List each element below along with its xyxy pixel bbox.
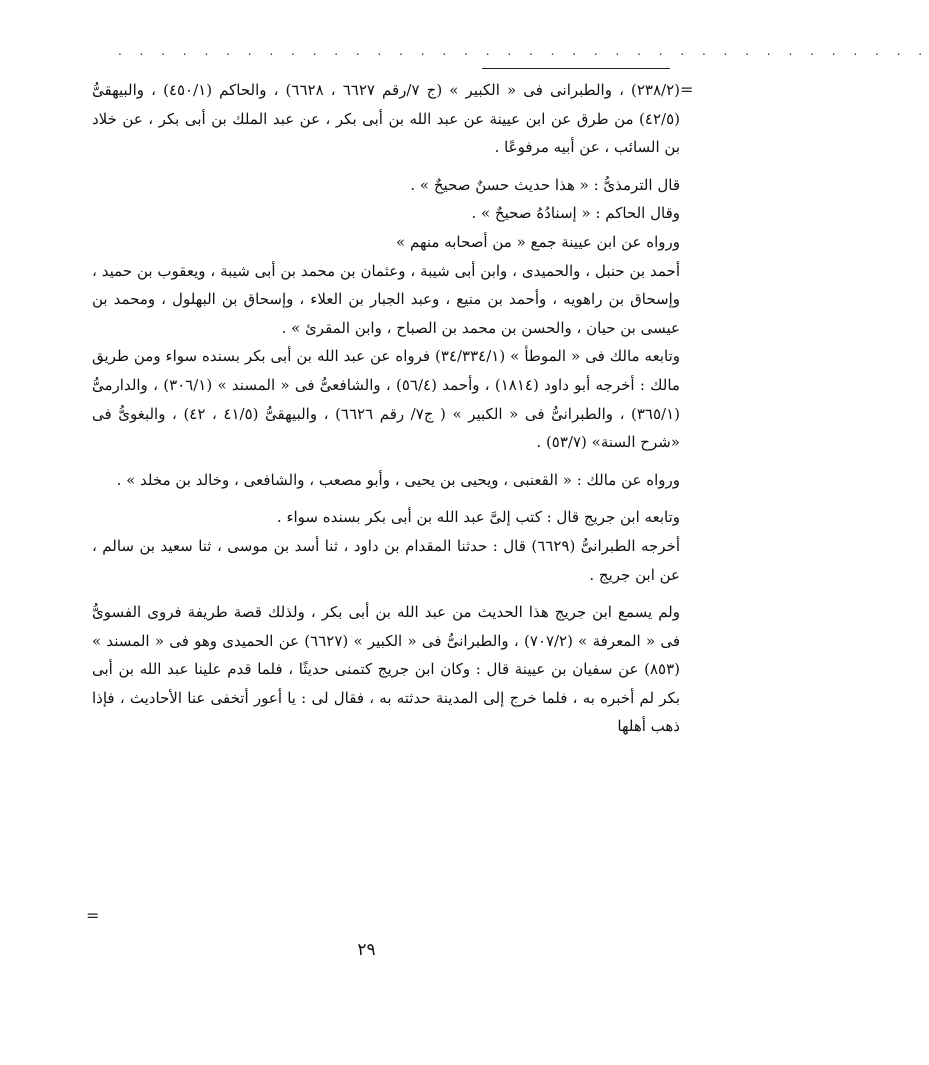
continuation-mark-top: = [680,80,694,99]
paragraph-tirmidhi: قال الترمذىُّ : « هذا حديث حسنٌ صحيحٌ » . [410,175,680,194]
header-dotted-line: . . . . . . . . . . . . . . . . . . . . . . . . . . . . . . . . . . . . . . [118,44,929,58]
paragraph-hakim: وقال الحاكم : « إسنادُهُ صحيحٌ » . [471,204,680,223]
paragraph-tabarani: أخرجه الطبرانىُّ (٦٦٢٩) قال : حدثنا المقدام بن داود ، ثنا أسد بن موسى ، ثنا سعيد بن سالم ، عن ابن جريج . [92,536,680,584]
footnote-text [92,76,680,741]
paragraph-malik-narrators: ورواه عن مالك : « القعنبى ، ويحيى بن يحيى ، وأبو مصعب ، والشافعى ، وخالد بن مخلد » . [116,470,680,489]
paragraph-story: ولم يسمع ابن جريج هذا الحديث من عبد الله بن أبى بكر ، ولذلك قصة طريفة فروى الفسوىُّ فى « المعرفة » (٧٠٧/٢) ، والطبرانىُّ فى « الكبير » (٦٦٢٧) عن الحميدى وهو فى « المسند » (٨٥٣) عن سفيان بن عيينة قال : وكان ابن جريج كتمنى حديثًا ، فلما قدم علينا عبد الله بن أبى بكر لم أخبره به ، فلما خرج إلى المدينة حدثته به ، فقال لى : يا أعور أتخفى عنا الأحاديث ، فإذا ذهب أهلها [92,603,681,736]
paragraph-narrators-intro: ورواه عن ابن عيينة جمع « من أصحابه منهم » [396,232,680,251]
paragraph-narrators-list: أحمد بن حنبل ، والحميدى ، وابن أبى شيبة ، وعثمان بن محمد بن أبى شيبة ، ويعقوب بن حميد ، وإسحاق بن راهويه ، وأحمد بن منيع ، وعبد الجبار بن العلاء ، وإسحاق بن البهلول ، ومحمد بن عيسى بن حيان ، والحسن بن محمد بن الصباح ، وابن المقرئ » . [92,261,680,337]
paragraph-sources: (٢٣٨/٢) ، والطبرانى فى « الكبير » (ج ٧/رقم ٦٦٢٧ ، ٦٦٢٨) ، والحاكم (٤٥٠/١) ، والبيهقىُّ (٤٢/٥) من طرق عن ابن عيينة عن عبد الله بن أبى بكر ، عن عبد الملك بن أبى بكر ، عن خلاد بن السائب ، عن أبيه مرفوعًا . [92,81,680,157]
paragraph-ibn-jurayj: وتابعه ابن جريج قال : كتب إلىَّ عبد الله بن أبى بكر بسنده سواء . [276,508,680,527]
page-number: ٢٩ [357,940,376,960]
footnote-rule [482,68,670,69]
paragraph-malik: وتابعه مالك فى « الموطأ » (٣٤/٣٣٤/١) فرواه عن عبد الله بن أبى بكر بسنده سواء ومن طريق مالك : أخرجه أبو داود (١٨١٤) ، وأحمد (٥٦/٤) ، والشافعىُّ فى « المسند » (٣٠٦/١) ، والدارمىُّ (٣٦٥/١) ، والطبرانىُّ فى « الكبير » ( ج٧/ رقم ٦٦٢٦) ، والبيهقىُّ (٤١/٥ ، ٤٢) ، والبغوىُّ فى «شرح السنة» (٥٣/٧) . [92,347,681,452]
continuation-mark-bottom: = [86,906,100,925]
